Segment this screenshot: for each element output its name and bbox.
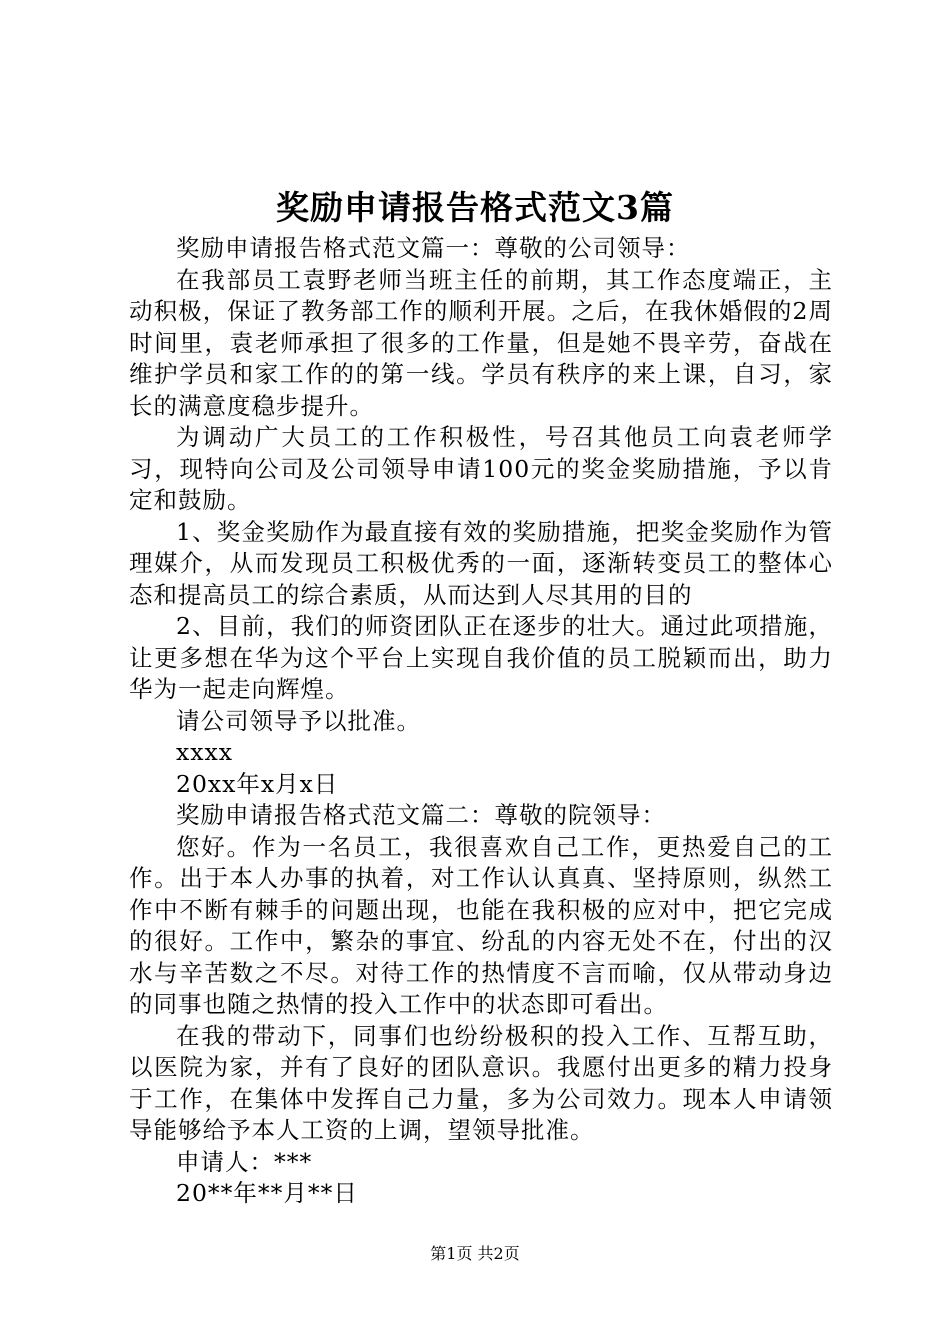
- page-footer: 第1页 共2页: [430, 1244, 520, 1263]
- applicant-line: 申请人：***: [176, 1147, 313, 1176]
- paragraph-salutation-1: 奖励申请报告格式范文篇一：尊敬的公司领导：: [176, 234, 691, 262]
- application-date: 20**年**月**日: [176, 1179, 358, 1207]
- paragraph-salutation-2: 奖励申请报告格式范文篇二：尊敬的院领导：: [176, 801, 666, 829]
- list-item: 1、奖金奖励作为最直接有效的奖励措施，把奖金奖励作为管理媒介，从而发现员工积极优秀的一面，逐渐转变员工的整体心态和提高员工的综合素质，从而达到人尽其用的目的: [129, 517, 833, 609]
- paragraph-closing: 请公司领导予以批准。: [176, 706, 421, 735]
- paragraph: 在我部员工袁野老师当班主任的前期，其工作态度端正，主动积极，保证了教务部工作的顺利开展。之后，在我休婚假的2周时间里，袁老师承担了很多的工作量，但是她不畏辛劳，奋战在维护学员和家工作的的第一线。学员有秩序的来上课，自习，家长的满意度稳步提升。: [129, 265, 833, 420]
- paragraph: 为调动广大员工的工作积极性，号召其他员工向袁老师学习，现特向公司及公司领导申请100元的奖金奖励措施，予以肯定和鼓励。: [129, 423, 833, 514]
- signature-date: 20xx年x月x日: [176, 769, 339, 798]
- document-title: 奖励申请报告格式范文3篇: [276, 188, 674, 227]
- signature-name: xxxx: [176, 738, 234, 766]
- list-item: 2、目前，我们的师资团队正在逐步的壮大。通过此项措施，让更多想在华为这个平台上实现自我价值的员工脱颖而出，助力华为一起走向辉煌。: [129, 612, 833, 703]
- document-body: [129, 233, 833, 1210]
- paragraph: 在我的带动下，同事们也纷纷极积的投入工作、互帮互助，以医院为家，并有了良好的团队意识。我愿付出更多的精力投身于工作，在集体中发挥自己力量，多为公司效力。现本人申请领导能够给予本人工资的上调，望领导批准。: [129, 1021, 833, 1144]
- paragraph: 您好。作为一名员工，我很喜欢自己工作，更热爱自己的工作。出于本人办事的执着，对工作认认真真、坚持原则，纵然工作中不断有棘手的问题出现，也能在我积极的应对中，把它完成的很好。工作中，繁杂的事宜、纷乱的内容无处不在，付出的汉水与辛苦数之不尽。对待工作的热情度不言而喻，仅从带动身边的同事也随之热情的投入工作中的状态即可看出。: [129, 832, 833, 1018]
